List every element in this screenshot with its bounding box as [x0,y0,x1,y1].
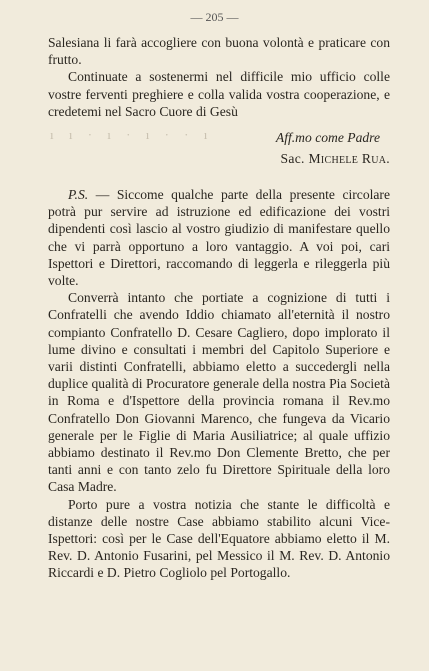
paragraph-continue: Continuate a sostenermi nel difficile mio ufficio colle vostre ferventi preghiere e colla valida vostra cooperazione, e credetemi nel Sacro Cuore di Gesù [48,69,390,119]
signature-name: Michele Rua. [308,151,390,166]
paragraph-ps [48,186,390,289]
bleed-through-marks: ı ı · ı · ı · · ı [50,127,214,142]
ps-text: — Siccome qualche parte della presente circolare potrà pur servire ad istruzione ed edificazione dei vostri dipendenti così lascio al vostro giudizio di manifestare quello che vi parrà opportuno a loro vantaggio. A voi poi, cari Ispettori e Direttori, raccomando di leggerla e rileggerla più volte. [48,187,390,289]
page-number: — 205 — [190,10,239,24]
closing-line: Aff.mo come Padre [275,130,380,145]
body-text-main [48,186,390,582]
signature [48,151,390,167]
paragraph-converra: Converrà intanto che portiate a cognizione di tutti i Confratelli che avendo Iddio chiamato all'eternità il nostro compianto Confratello D. Cesare Cagliero, dopo implorato il lume divino e consultati i membri del Capitolo Superiore e varii distinti Confratelli, abbiamo eletto a succedergli nella duplice qualità di Procuratore generale della nostra Pia Società in Roma e d'Ispettore della provincia romana il Rev.mo Confratello Don Giovanni Marenco, che fungeva da Vicario generale per le Figlie di Maria Ausiliatrice; al quale uffizio abbiamo destinato il Rev.mo Don Clemente Bretto, che per tanti anni e con tanto zelo fu Direttore Spirituale della loro Casa Madre. [48,290,390,495]
paragraph-porto: Porto pure a vostra notizia che stante le difficoltà e distanze delle nostre Case abbiamo stabilito alcuni Vice-Ispettori: così per le Case dell'Equatore abbiamo eletto il M. Rev. D. Antonio Fusarini, pel Messico il M. Rev. D. Antonio Riccardi e D. Pietro Cogliolo pel Portogallo. [48,496,390,581]
paragraph-top: Salesiana li farà accogliere con buona volontà e praticare con frutto. [48,35,390,68]
body-text-top [48,34,390,120]
ps-label: P.S. [68,187,89,202]
signature-prefix: Sac. [280,151,305,166]
